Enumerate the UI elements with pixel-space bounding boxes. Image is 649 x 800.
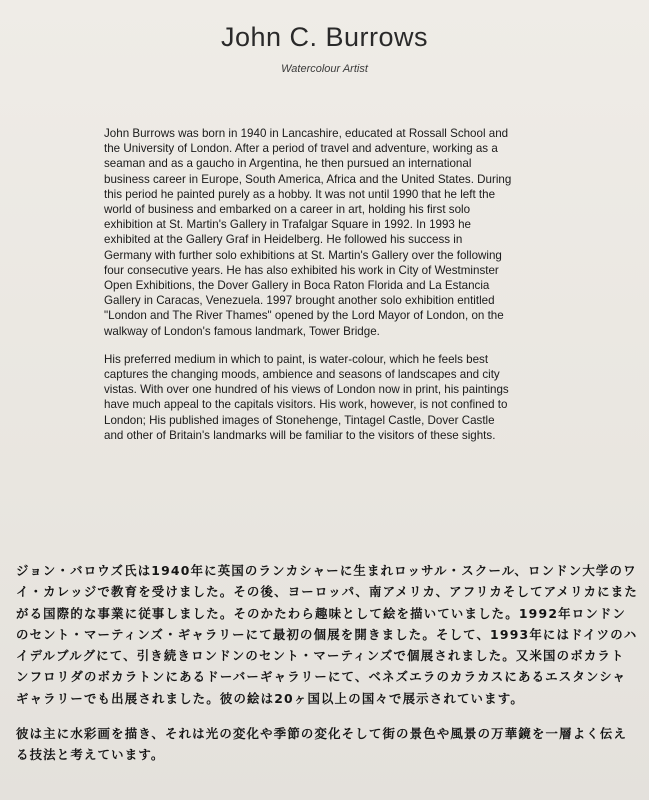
english-biography [104, 126, 512, 456]
artist-subtitle: Watercolour Artist [281, 63, 368, 75]
artist-name-title: John C. Burrows [220, 22, 429, 52]
japanese-paragraph-1: ジョン・バロウズ氏は1940年に英国のランカシャーに生まれロッサル・スクール、ロンドン大学のワイ・カレッジで教育を受けました。その後、ヨーロッパ、南アメリカ、アフリカそしてアメリカにまたがる国際的な事業に従事しました。そのかたわら趣味として絵を描いていました。1992年ロンドンのセント・マーティンズ・ギャラリーにて最初の個展を開きました。そして、1993年にはドイツのハイデルブルグにて、引き続きロンドンのセント・マーティンズで個展されました。又米国のボカラトンフロリダのボカラトンにあるドーバーギャラリーにて、ベネズエラのカラカスにあるエスタンシャギャラリーでも出展されました。彼の絵は20ヶ国以上の国々で展示されています。 [16, 563, 638, 706]
english-paragraph-2: His preferred medium in which to paint, is water-colour, which he feels best captures the changing moods, ambience and seasons of landscapes and city vistas. With over one hundred of his views of London now in print, his paintings have much appeal to the capitals visitors. His work, however, is not confined to London; His published images of Stonehenge, Tintagel Castle, Dover Castle and other of Britain's landmarks will be familiar to the visitors of these sights. [104, 352, 509, 442]
japanese-biography [16, 560, 638, 780]
english-paragraph-1: John Burrows was born in 1940 in Lancashire, educated at Rossall School and the University of London. After a period of travel and adventure, working as a seaman and as a gaucho in Argentina, he then pursued an international business career in Europe, South America, Africa and the United States. During this period he painted purely as a hobby. It was not until 1990 that he left the world of business and embarked on a career in art, holding his first solo exhibition at St. Martin's Gallery in Trafalgar Square in 1992. In 1993 he exhibited at the Gallery Graf in Heidelberg. He followed his success in Germany with further solo exhibitions at St. Martin's Gallery over the following four consecutive years. He has also exhibited his work in City of Westminster Open Exhibitions, the Dover Gallery in Boca Raton Florida and La Estancia Gallery in Caracas, Venezuela. 1997 brought another solo exhibition entitled "London and The River Thames" opened by the Lord Mayor of London, on the walkway of London's famous landmark, Tower Bridge. [104, 127, 512, 338]
japanese-paragraph-2: 彼は主に水彩画を描き、それは光の変化や季節の変化そして街の景色や風景の万華鏡を一層よく伝える技法と考えています。 [16, 726, 628, 763]
